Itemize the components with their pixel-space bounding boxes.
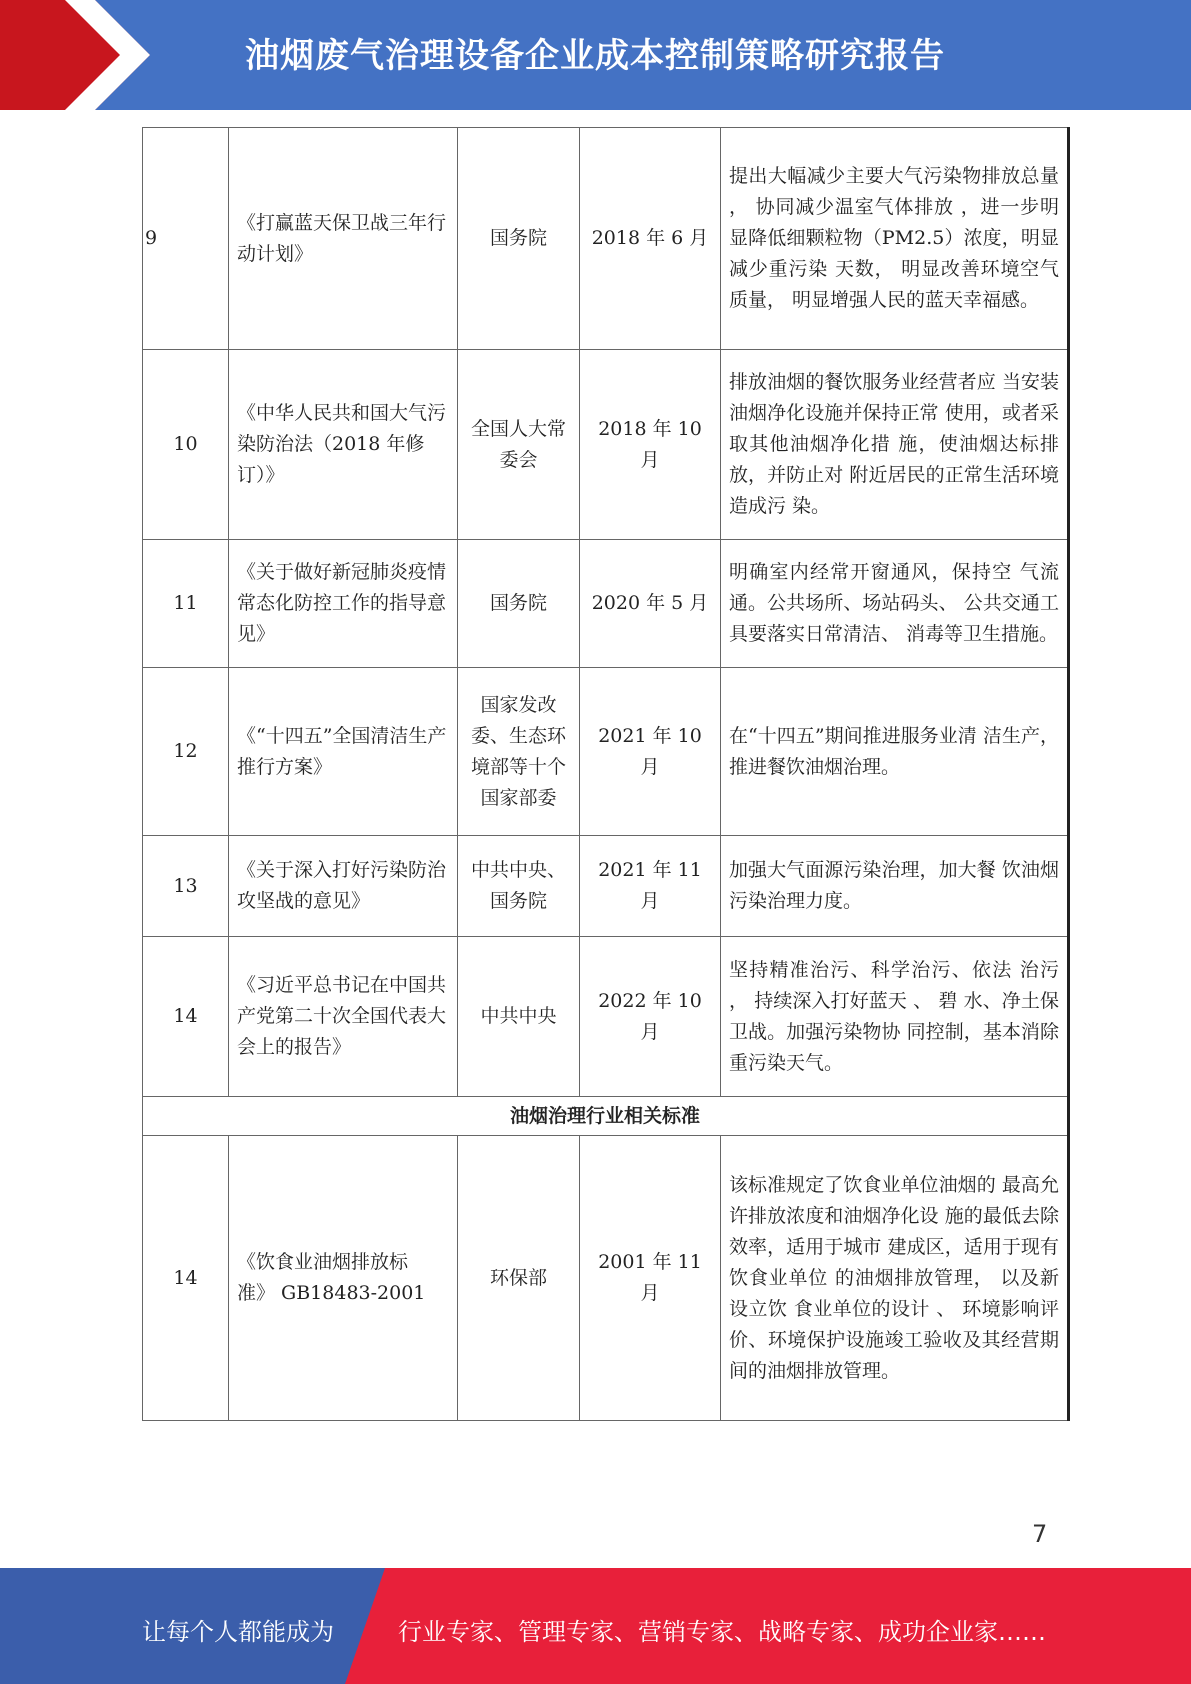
main-content: 在“十四五”期间推进服务业清 洁生产，推进餐饮油烟治理。	[721, 668, 1069, 836]
main-content: 坚持精准治污、科学治污、依法 治污 ， 持续深入打好蓝天 、 碧 水、净土保卫战。加强污染物协 同控制，基本消除重污染天气。	[721, 937, 1069, 1097]
document-name: 《打赢蓝天保卫战三年行动计划》	[229, 128, 458, 350]
document-name: 《关于做好新冠肺炎疫情常态化防控工作的指导意见》	[229, 540, 458, 668]
issuing-authority: 全国人大常委会	[458, 350, 580, 540]
main-content: 提出大幅减少主要大气污染物排放总量 ， 协同减少温室气体排放 ，进一步明显降低细颗粒物（PM2.5）浓度，明显减少重污染 天数， 明显改善环境空气质量， 明显增强人民的蓝天幸福感。	[721, 128, 1069, 350]
issuing-authority: 国务院	[458, 128, 580, 350]
issuing-authority: 中共中央、国务院	[458, 836, 580, 937]
standard-rows	[143, 1136, 1069, 1421]
footer-slogan-left: 让每个人都能成为	[142, 1618, 334, 1646]
section-row	[143, 1097, 1069, 1136]
page-number: 7	[1032, 1520, 1048, 1548]
document-name: 《习近平总书记在中国共产党第二十次全国代表大会上的报告》	[229, 937, 458, 1097]
document-name: 《关于深入打好污染防治攻坚战的意见》	[229, 836, 458, 937]
header-title: 油烟废气治理设备企业成本控制策略研究报告	[245, 36, 945, 76]
policy-rows	[143, 128, 1069, 1097]
issue-date: 2018 年 10 月	[580, 350, 721, 540]
document-name: 《饮食业油烟排放标 准》 GB18483-2001	[229, 1136, 458, 1421]
issue-date: 2018 年 6 月	[580, 128, 721, 350]
table-row	[143, 350, 1069, 540]
issue-date: 2001 年 11 月	[580, 1136, 721, 1421]
table-row	[143, 1136, 1069, 1421]
policy-table	[142, 127, 1070, 1421]
main-content: 加强大气面源污染治理，加大餐 饮油烟污染治理力度。	[721, 836, 1069, 937]
main-content: 该标准规定了饮食业单位油烟的 最高允许排放浓度和油烟净化设 施的最低去除效率，适用于城市 建成区，适用于现有饮食业单位 的油烟排放管理， 以及新设立饮 食业单位的设计 、 环境影响评 价、环境保护设施竣工验收及其经营期间的油烟排放管理。	[721, 1136, 1069, 1421]
row-number: 14	[143, 1136, 229, 1421]
issue-date: 2021 年 10 月	[580, 668, 721, 836]
issuing-authority: 国家发改委、生态环境部等十个国家部委	[458, 668, 580, 836]
table-row	[143, 836, 1069, 937]
table-row	[143, 937, 1069, 1097]
issuing-authority: 中共中央	[458, 937, 580, 1097]
section-label: 油烟治理行业相关标准	[143, 1097, 1069, 1136]
row-number: 12	[143, 668, 229, 836]
table-row	[143, 128, 1069, 350]
row-number: 14	[143, 937, 229, 1097]
issuing-authority: 国务院	[458, 540, 580, 668]
issuing-authority: 环保部	[458, 1136, 580, 1421]
row-number: 10	[143, 350, 229, 540]
issue-date: 2020 年 5 月	[580, 540, 721, 668]
issue-date: 2021 年 11 月	[580, 836, 721, 937]
table-row	[143, 540, 1069, 668]
document-name: 《中华人民共和国大气污染防治法（2018 年修订）》	[229, 350, 458, 540]
main-content: 明确室内经常开窗通风，保持空 气流通。公共场所、场站码头、 公共交通工具要落实日常清洁、 消毒等卫生措施。	[721, 540, 1069, 668]
issue-date: 2022 年 10 月	[580, 937, 721, 1097]
document-name: 《“十四五”全国清洁生产推行方案》	[229, 668, 458, 836]
footer-slogan-right: 行业专家、管理专家、营销专家、战略专家、成功企业家……	[398, 1618, 1046, 1646]
row-number: 11	[143, 540, 229, 668]
row-number: 13	[143, 836, 229, 937]
row-number: 9	[143, 128, 229, 350]
main-content: 排放油烟的餐饮服务业经营者应 当安装油烟净化设施并保持正常 使用，或者采取其他油烟净化措 施，使油烟达标排放，并防止对 附近居民的正常生活环境造成污 染。	[721, 350, 1069, 540]
table-row	[143, 668, 1069, 836]
